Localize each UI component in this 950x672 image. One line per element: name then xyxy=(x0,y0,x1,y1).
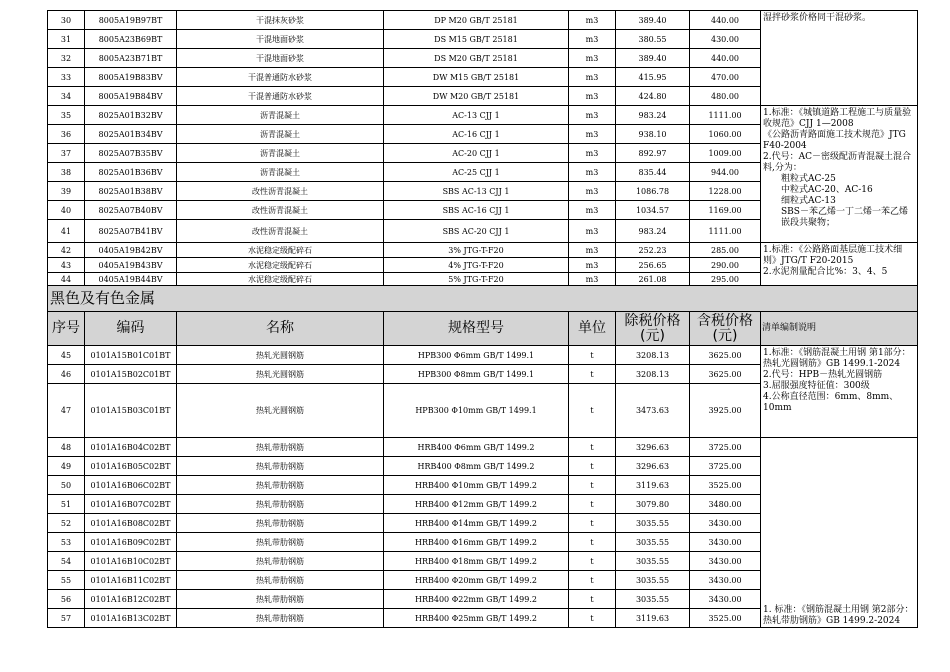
unit: t xyxy=(569,571,616,590)
table-row xyxy=(48,438,918,457)
header-ex-tax-price: 除税价格(元) xyxy=(616,312,690,346)
ex-tax-price: 424.80 xyxy=(616,87,690,106)
inc-tax-price: 3525.00 xyxy=(690,476,761,495)
spec-model: 3% JTG-T-F20 xyxy=(384,243,569,258)
material-name: 热轧带肋钢筋 xyxy=(177,438,384,457)
note-line: 4.公称直径范围：6mm、8mm、10mm xyxy=(763,392,899,413)
material-code: 0101A16B09C02BT xyxy=(85,533,177,552)
material-name: 热轧带肋钢筋 xyxy=(177,552,384,571)
row-number: 36 xyxy=(48,125,85,144)
price-table xyxy=(47,10,918,628)
inc-tax-price: 1060.00 xyxy=(690,125,761,144)
unit: t xyxy=(569,346,616,365)
unit: m3 xyxy=(569,144,616,163)
unit: m3 xyxy=(569,30,616,49)
inc-tax-price: 3430.00 xyxy=(690,533,761,552)
row-number: 41 xyxy=(48,220,85,243)
unit: t xyxy=(569,457,616,476)
unit: m3 xyxy=(569,11,616,30)
inc-tax-price: 470.00 xyxy=(690,68,761,87)
ex-tax-price: 1086.78 xyxy=(616,182,690,201)
inc-tax-price: 3725.00 xyxy=(690,438,761,457)
ex-tax-price: 3208.13 xyxy=(616,346,690,365)
top-table-body xyxy=(48,11,918,286)
row-number: 57 xyxy=(48,609,85,628)
inc-tax-price: 3430.00 xyxy=(690,514,761,533)
inc-tax-price: 1111.00 xyxy=(690,220,761,243)
inc-tax-price: 1009.00 xyxy=(690,144,761,163)
note-line: 2.代号：HPB－热轧光圆钢筋 xyxy=(763,370,883,380)
ex-tax-price: 252.23 xyxy=(616,243,690,258)
unit: m3 xyxy=(569,220,616,243)
material-name: 沥青混凝土 xyxy=(177,106,384,125)
material-code: 0101A16B05C02BT xyxy=(85,457,177,476)
ex-tax-price: 3296.63 xyxy=(616,438,690,457)
inc-tax-price: 3430.00 xyxy=(690,571,761,590)
material-code: 8025A01B36BV xyxy=(85,163,177,182)
inc-tax-price: 480.00 xyxy=(690,87,761,106)
material-name: 干混地面砂浆 xyxy=(177,30,384,49)
unit: t xyxy=(569,495,616,514)
inc-tax-price: 1111.00 xyxy=(690,106,761,125)
ribbed-bar-note: 1. 标准：《钢筋混凝土用钢 第2部分：热轧带肋钢筋》GB 1499.2-2024 xyxy=(761,438,918,628)
spec-model: SBS AC-16 CJJ 1 xyxy=(384,201,569,220)
row-number: 42 xyxy=(48,243,85,258)
row-number: 43 xyxy=(48,258,85,273)
material-name: 水泥稳定级配碎石 xyxy=(177,273,384,286)
row-number: 38 xyxy=(48,163,85,182)
unit: t xyxy=(569,552,616,571)
material-code: 8025A07B35BV xyxy=(85,144,177,163)
material-code: 0101A15B03C01BT xyxy=(85,384,177,438)
note-line: 中粒式AC-20、AC-16 xyxy=(781,185,873,195)
ex-tax-price: 389.40 xyxy=(616,11,690,30)
plain-bar-note xyxy=(761,346,918,438)
spec-model: AC-16 CJJ 1 xyxy=(384,125,569,144)
material-code: 0101A16B11C02BT xyxy=(85,571,177,590)
unit: m3 xyxy=(569,163,616,182)
ex-tax-price: 938.10 xyxy=(616,125,690,144)
spec-model: HRB400 Φ10mm GB/T 1499.2 xyxy=(384,476,569,495)
asphalt-note xyxy=(761,106,918,243)
row-number: 51 xyxy=(48,495,85,514)
mortar-note: 湿拌砂浆价格同干混砂浆。 xyxy=(761,11,918,106)
unit: m3 xyxy=(569,182,616,201)
material-name: 改性沥青混凝土 xyxy=(177,201,384,220)
material-code: 0101A16B06C02BT xyxy=(85,476,177,495)
material-code: 0101A16B04C02BT xyxy=(85,438,177,457)
note-line: 《公路沥青路面施工技术规范》JTG F40-2004 xyxy=(763,130,906,151)
material-name: 改性沥青混凝土 xyxy=(177,182,384,201)
spec-model: HRB400 Φ14mm GB/T 1499.2 xyxy=(384,514,569,533)
row-number: 56 xyxy=(48,590,85,609)
material-code: 0405A19B44BV xyxy=(85,273,177,286)
note-line: 粗粒式AC-25 xyxy=(781,174,836,184)
unit: m3 xyxy=(569,273,616,286)
header-note: 清单编制说明 xyxy=(761,312,918,346)
spec-model: HPB300 Φ8mm GB/T 1499.1 xyxy=(384,365,569,384)
material-name: 沥青混凝土 xyxy=(177,144,384,163)
row-number: 55 xyxy=(48,571,85,590)
row-number: 44 xyxy=(48,273,85,286)
ex-tax-price: 1034.57 xyxy=(616,201,690,220)
material-code: 8005A19B84BV xyxy=(85,87,177,106)
ex-tax-price: 892.97 xyxy=(616,144,690,163)
ex-tax-price: 3079.80 xyxy=(616,495,690,514)
material-code: 8005A19B97BT xyxy=(85,11,177,30)
note-line: 1.标准：《城镇道路工程施工与质量验收规范》CJJ 1—2008 xyxy=(763,108,912,129)
material-name: 水泥稳定级配碎石 xyxy=(177,258,384,273)
row-number: 31 xyxy=(48,30,85,49)
material-name: 热轧光圆钢筋 xyxy=(177,365,384,384)
unit: m3 xyxy=(569,125,616,144)
material-name: 热轧光圆钢筋 xyxy=(177,346,384,365)
inc-tax-price: 295.00 xyxy=(690,273,761,286)
row-number: 52 xyxy=(48,514,85,533)
spec-model: DW M20 GB/T 25181 xyxy=(384,87,569,106)
row-number: 49 xyxy=(48,457,85,476)
ex-tax-price: 256.65 xyxy=(616,258,690,273)
ex-tax-price: 835.44 xyxy=(616,163,690,182)
unit: m3 xyxy=(569,106,616,125)
ex-tax-price: 3208.13 xyxy=(616,365,690,384)
ex-tax-price: 3035.55 xyxy=(616,571,690,590)
spec-model: SBS AC-20 CJJ 1 xyxy=(384,220,569,243)
note-line: 2.代号：AC－密级配沥青混凝土混合料,分为： xyxy=(763,152,911,173)
row-number: 45 xyxy=(48,346,85,365)
spec-model: HRB400 Φ12mm GB/T 1499.2 xyxy=(384,495,569,514)
ex-tax-price: 983.24 xyxy=(616,220,690,243)
note-line: 1.标准：《公路路面基层施工技术细则》JTG/T F20-2015 xyxy=(763,245,903,266)
material-name: 热轧带肋钢筋 xyxy=(177,495,384,514)
unit: m3 xyxy=(569,201,616,220)
spec-model: DS M15 GB/T 25181 xyxy=(384,30,569,49)
bottom-table-body xyxy=(48,346,918,628)
material-name: 干混普通防水砂浆 xyxy=(177,87,384,106)
ex-tax-price: 3035.55 xyxy=(616,552,690,571)
material-code: 8005A19B83BV xyxy=(85,68,177,87)
spec-model: HRB400 Φ20mm GB/T 1499.2 xyxy=(384,571,569,590)
row-number: 39 xyxy=(48,182,85,201)
inc-tax-price: 3525.00 xyxy=(690,609,761,628)
inc-tax-price: 3430.00 xyxy=(690,590,761,609)
inc-tax-price: 3480.00 xyxy=(690,495,761,514)
material-name: 热轧带肋钢筋 xyxy=(177,533,384,552)
note-line: 1.标准：《钢筋混凝土用钢 第1部分：热轧光圆钢筋》GB 1499.1-2024 xyxy=(763,348,911,369)
cement-note xyxy=(761,243,918,286)
material-code: 8025A01B38BV xyxy=(85,182,177,201)
material-code: 0101A16B12C02BT xyxy=(85,590,177,609)
spec-model: DS M20 GB/T 25181 xyxy=(384,49,569,68)
unit: t xyxy=(569,384,616,438)
unit: m3 xyxy=(569,49,616,68)
unit: m3 xyxy=(569,68,616,87)
inc-tax-price: 1169.00 xyxy=(690,201,761,220)
spec-model: HRB400 Φ25mm GB/T 1499.2 xyxy=(384,609,569,628)
inc-tax-price: 3430.00 xyxy=(690,552,761,571)
row-number: 35 xyxy=(48,106,85,125)
row-number: 34 xyxy=(48,87,85,106)
section-title: 黑色及有色金属 xyxy=(48,286,918,312)
spec-model: AC-20 CJJ 1 xyxy=(384,144,569,163)
material-code: 8025A01B34BV xyxy=(85,125,177,144)
spec-model: HPB300 Φ10mm GB/T 1499.1 xyxy=(384,384,569,438)
note-line: 细粒式AC-13 xyxy=(781,196,836,206)
ex-tax-price: 983.24 xyxy=(616,106,690,125)
spec-model: 5% JTG-T-F20 xyxy=(384,273,569,286)
inc-tax-price: 440.00 xyxy=(690,11,761,30)
spec-model: HRB400 Φ6mm GB/T 1499.2 xyxy=(384,438,569,457)
ex-tax-price: 3035.55 xyxy=(616,590,690,609)
row-number: 48 xyxy=(48,438,85,457)
unit: t xyxy=(569,590,616,609)
spec-model: AC-25 CJJ 1 xyxy=(384,163,569,182)
material-name: 沥青混凝土 xyxy=(177,125,384,144)
unit: t xyxy=(569,476,616,495)
material-code: 8005A23B71BT xyxy=(85,49,177,68)
section-body xyxy=(48,286,918,346)
header-no: 序号 xyxy=(48,312,85,346)
table-row xyxy=(48,346,918,365)
inc-tax-price: 285.00 xyxy=(690,243,761,258)
inc-tax-price: 3725.00 xyxy=(690,457,761,476)
spec-model: HRB400 Φ22mm GB/T 1499.2 xyxy=(384,590,569,609)
note-line: 3.屈服强度特征值：300级 xyxy=(763,381,870,391)
spec-model: HRB400 Φ8mm GB/T 1499.2 xyxy=(384,457,569,476)
spec-model: HRB400 Φ16mm GB/T 1499.2 xyxy=(384,533,569,552)
inc-tax-price: 290.00 xyxy=(690,258,761,273)
spec-model: AC-13 CJJ 1 xyxy=(384,106,569,125)
inc-tax-price: 1228.00 xyxy=(690,182,761,201)
spec-model: HRB400 Φ18mm GB/T 1499.2 xyxy=(384,552,569,571)
unit: m3 xyxy=(569,87,616,106)
material-code: 0101A16B10C02BT xyxy=(85,552,177,571)
material-code: 8025A07B41BV xyxy=(85,220,177,243)
ex-tax-price: 3296.63 xyxy=(616,457,690,476)
material-name: 水泥稳定级配碎石 xyxy=(177,243,384,258)
row-number: 30 xyxy=(48,11,85,30)
unit: m3 xyxy=(569,258,616,273)
ex-tax-price: 389.40 xyxy=(616,49,690,68)
ex-tax-price: 3119.63 xyxy=(616,476,690,495)
ex-tax-price: 380.55 xyxy=(616,30,690,49)
row-number: 46 xyxy=(48,365,85,384)
material-name: 热轧光圆钢筋 xyxy=(177,384,384,438)
inc-tax-price: 3925.00 xyxy=(690,384,761,438)
ex-tax-price: 415.95 xyxy=(616,68,690,87)
spec-model: DW M15 GB/T 25181 xyxy=(384,68,569,87)
material-name: 热轧带肋钢筋 xyxy=(177,571,384,590)
material-code: 0101A15B01C01BT xyxy=(85,346,177,365)
table-row xyxy=(48,243,918,258)
inc-tax-price: 3625.00 xyxy=(690,346,761,365)
material-code: 8025A07B40BV xyxy=(85,201,177,220)
note-line: SBS－苯乙烯一丁二烯一苯乙烯嵌段共聚物； xyxy=(781,207,908,228)
material-name: 热轧带肋钢筋 xyxy=(177,514,384,533)
ex-tax-price: 261.08 xyxy=(616,273,690,286)
material-code: 0405A19B43BV xyxy=(85,258,177,273)
header-row xyxy=(48,312,918,346)
spec-model: 4% JTG-T-F20 xyxy=(384,258,569,273)
material-code: 0405A19B42BV xyxy=(85,243,177,258)
inc-tax-price: 3625.00 xyxy=(690,365,761,384)
row-number: 37 xyxy=(48,144,85,163)
material-name: 热轧带肋钢筋 xyxy=(177,609,384,628)
row-number: 50 xyxy=(48,476,85,495)
material-name: 热轧带肋钢筋 xyxy=(177,457,384,476)
header-spec: 规格型号 xyxy=(384,312,569,346)
material-name: 热轧带肋钢筋 xyxy=(177,476,384,495)
header-name: 名称 xyxy=(177,312,384,346)
row-number: 54 xyxy=(48,552,85,571)
table-row xyxy=(48,106,918,125)
material-code: 8005A23B69BT xyxy=(85,30,177,49)
ex-tax-price: 3035.55 xyxy=(616,514,690,533)
unit: t xyxy=(569,365,616,384)
material-code: 0101A16B08C02BT xyxy=(85,514,177,533)
material-code: 8025A01B32BV xyxy=(85,106,177,125)
material-name: 沥青混凝土 xyxy=(177,163,384,182)
row-number: 53 xyxy=(48,533,85,552)
table-row xyxy=(48,11,918,30)
material-code: 0101A16B07C02BT xyxy=(85,495,177,514)
material-name: 干混抹灰砂浆 xyxy=(177,11,384,30)
unit: t xyxy=(569,438,616,457)
header-unit: 单位 xyxy=(569,312,616,346)
unit: t xyxy=(569,533,616,552)
row-number: 32 xyxy=(48,49,85,68)
row-number: 33 xyxy=(48,68,85,87)
ex-tax-price: 3473.63 xyxy=(616,384,690,438)
inc-tax-price: 944.00 xyxy=(690,163,761,182)
spec-model: HPB300 Φ6mm GB/T 1499.1 xyxy=(384,346,569,365)
row-number: 40 xyxy=(48,201,85,220)
header-inc-tax-price: 含税价格(元) xyxy=(690,312,761,346)
unit: t xyxy=(569,514,616,533)
unit: t xyxy=(569,609,616,628)
material-name: 干混普通防水砂浆 xyxy=(177,68,384,87)
material-code: 0101A15B02C01BT xyxy=(85,365,177,384)
unit: m3 xyxy=(569,243,616,258)
material-code: 0101A16B13C02BT xyxy=(85,609,177,628)
material-name: 改性沥青混凝土 xyxy=(177,220,384,243)
ex-tax-price: 3035.55 xyxy=(616,533,690,552)
spec-model: DP M20 GB/T 25181 xyxy=(384,11,569,30)
material-name: 干混地面砂浆 xyxy=(177,49,384,68)
spec-model: SBS AC-13 CJJ 1 xyxy=(384,182,569,201)
note-line: 2.水泥剂量配合比%：3、4、5 xyxy=(763,267,888,277)
row-number: 47 xyxy=(48,384,85,438)
inc-tax-price: 430.00 xyxy=(690,30,761,49)
header-code: 编码 xyxy=(85,312,177,346)
section-row xyxy=(48,286,918,312)
ex-tax-price: 3119.63 xyxy=(616,609,690,628)
inc-tax-price: 440.00 xyxy=(690,49,761,68)
material-name: 热轧带肋钢筋 xyxy=(177,590,384,609)
